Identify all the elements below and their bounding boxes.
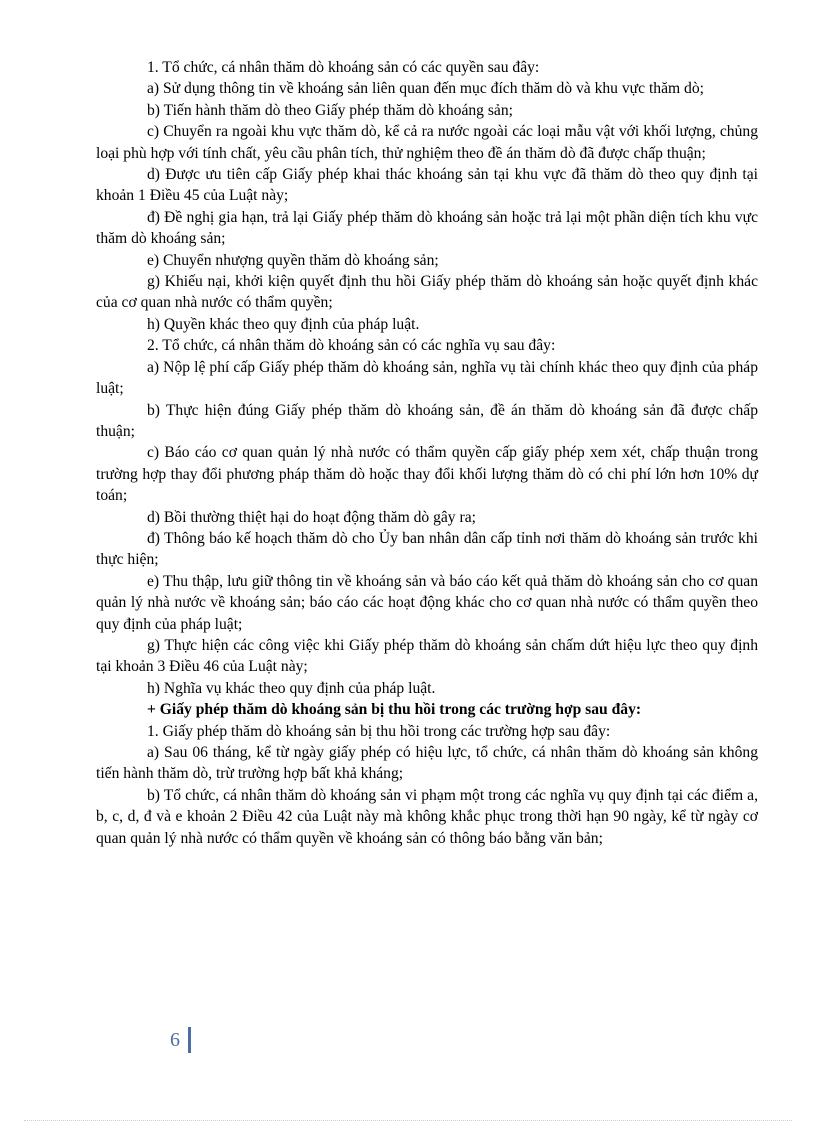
paragraph: h) Quyền khác theo quy định của pháp luật. — [147, 315, 420, 333]
paragraph: e) Chuyển nhượng quyền thăm dò khoáng sản; — [147, 251, 439, 269]
paragraph: a) Nộp lệ phí cấp Giấy phép thăm dò khoáng sản, nghĩa vụ tài chính khác theo quy định của pháp luật; — [96, 358, 758, 398]
paragraph: a) Sau 06 tháng, kể từ ngày giấy phép có hiệu lực, tổ chức, cá nhân thăm dò khoáng sản không tiến hành thăm dò, trừ trường hợp bất khả kháng; — [96, 744, 758, 783]
paragraph: đ) Thông báo kế hoạch thăm dò cho Ủy ban nhân dân cấp tỉnh nơi thăm dò khoáng sản trước khi thực hiện; — [96, 529, 758, 569]
paragraph: c) Báo cáo cơ quan quản lý nhà nước có thẩm quyền cấp giấy phép xem xét, chấp thuận trong trường hợp thay đổi phương pháp thăm dò hoặc thay đổi khối lượng thăm dò có chi phí lớn hơn 10% dự toán; — [96, 444, 758, 505]
paragraph: h) Nghĩa vụ khác theo quy định của pháp luật. — [147, 679, 436, 697]
paragraph: d) Bồi thường thiệt hại do hoạt động thăm dò gây ra; — [147, 508, 476, 526]
page-footer — [170, 1026, 191, 1054]
paragraph: 2. Tổ chức, cá nhân thăm dò khoáng sản có các nghĩa vụ sau đây: — [147, 337, 556, 355]
paragraph: b) Tổ chức, cá nhân thăm dò khoáng sản vi phạm một trong các nghĩa vụ quy định tại các điểm a, b, c, d, đ và e khoản 2 Điều 42 của Luật này mà không khắc phục trong thời hạn 90 ngày, kể từ ngày cơ quan quản lý nhà nước có thẩm quyền về khoáng sản có thông báo bằng văn bản; — [96, 786, 758, 847]
paragraph: g) Khiếu nại, khởi kiện quyết định thu hồi Giấy phép thăm dò khoáng sản hoặc quyết định khác của cơ quan nhà nước có thẩm quyền; — [96, 273, 758, 312]
paragraph: 1. Giấy phép thăm dò khoáng sản bị thu hồi trong các trường hợp sau đây: — [147, 722, 611, 740]
paragraph: g) Thực hiện các công việc khi Giấy phép thăm dò khoáng sản chấm dứt hiệu lực theo quy định tại khoản 3 Điều 46 của Luật này; — [96, 636, 758, 676]
paragraph: đ) Đề nghị gia hạn, trả lại Giấy phép thăm dò khoáng sản hoặc trả lại một phần diện tích khu vực thăm dò khoáng sản; — [96, 208, 758, 248]
page-number: 6 — [170, 1028, 180, 1051]
paragraph: c) Chuyển ra ngoài khu vực thăm dò, kể cả ra nước ngoài các loại mẫu vật với khối lượng, chủng loại phù hợp với tính chất, yêu cầu phân tích, thử nghiệm theo đề án thăm dò đã được chấp thuận; — [96, 123, 758, 162]
paragraph: 1. Tổ chức, cá nhân thăm dò khoáng sản có các quyền sau đây: — [147, 59, 540, 76]
page-number-bar — [188, 1027, 191, 1053]
section-heading: + Giấy phép thăm dò khoáng sản bị thu hồi trong các trường hợp sau đây: — [147, 701, 642, 719]
paragraph: e) Thu thập, lưu giữ thông tin về khoáng sản và báo cáo kết quả thăm dò khoáng sản cho cơ quan quản lý nhà nước về khoáng sản; báo cáo các hoạt động khác cho cơ quan nhà nước có thẩm quyền theo quy định của pháp luật; — [96, 572, 758, 633]
paragraph: b) Tiến hành thăm dò theo Giấy phép thăm dò khoáng sản; — [147, 101, 513, 119]
paragraph: d) Được ưu tiên cấp Giấy phép khai thác khoáng sản tại khu vực đã thăm dò theo quy định tại khoản 1 Điều 45 của Luật này; — [96, 166, 758, 205]
document-body — [96, 57, 758, 849]
paragraph: a) Sử dụng thông tin về khoáng sản liên quan đến mục đích thăm dò và khu vực thăm dò; — [147, 80, 704, 98]
paragraph: b) Thực hiện đúng Giấy phép thăm dò khoáng sản, đề án thăm dò khoáng sản đã được chấp thuận; — [96, 401, 758, 440]
page-bottom-divider — [24, 1120, 792, 1121]
